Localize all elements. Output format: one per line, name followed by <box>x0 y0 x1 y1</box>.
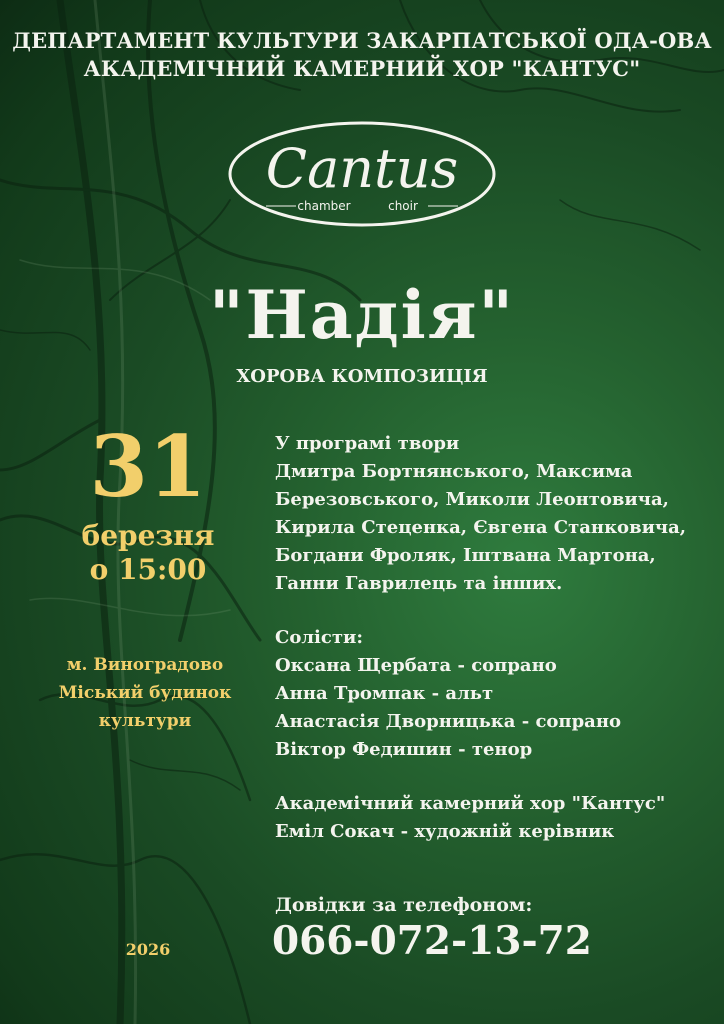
program-line: Ганни Гаврилець та інших. <box>275 573 563 594</box>
location-line-3: культури <box>98 711 192 731</box>
cantus-logo <box>226 119 498 229</box>
event-month: березня <box>81 519 215 552</box>
soloist-item: Віктор Федишин - тенор <box>275 739 533 760</box>
soloist-item: Анастасія Дворницька - сопрано <box>275 711 622 732</box>
location-line-1: м. Виноградово <box>66 655 224 675</box>
choir-name: Академічний камерний хор "Кантус" <box>275 793 666 814</box>
logo-caption-chamber: chamber <box>297 199 351 213</box>
logo-wordmark: Cantus <box>265 137 459 200</box>
choir-director: Еміл Сокач - художній керівник <box>275 821 615 842</box>
soloist-item: Анна Тромпак - альт <box>275 683 494 704</box>
event-subtitle: ХОРОВА КОМПОЗИЦІЯ <box>236 366 488 387</box>
location-line-2: Міський будинок <box>58 683 232 703</box>
program-line: Дмитра Бортнянського, Максима <box>275 461 633 482</box>
program-line: Богдани Фроляк, Іштвана Мартона, <box>275 545 656 566</box>
event-title: "Надія" <box>209 276 515 354</box>
logo-caption-choir: choir <box>388 199 418 213</box>
contact-phone[interactable]: 066-072-13-72 <box>272 918 592 964</box>
program-line: Березовського, Миколи Леонтовича, <box>275 489 669 510</box>
contact-label: Довідки за телефоном: <box>275 894 533 916</box>
soloist-item: Оксана Щербата - сопрано <box>275 655 557 676</box>
header-line-1: ДЕПАРТАМЕНТ КУЛЬТУРИ ЗАКАРПАТСЬКОЇ ОДА-ОВА <box>12 28 712 53</box>
program-line: Кирила Стеценка, Євгена Станковича, <box>275 517 687 538</box>
header-line-2: АКАДЕМІЧНИЙ КАМЕРНИЙ ХОР "КАНТУС" <box>83 56 641 81</box>
program-line: У програмі твори <box>275 433 460 454</box>
poster-year: 2026 <box>125 940 171 959</box>
event-time: о 15:00 <box>89 553 207 586</box>
event-day: 31 <box>89 417 207 516</box>
soloists-heading: Солісти: <box>275 627 363 648</box>
